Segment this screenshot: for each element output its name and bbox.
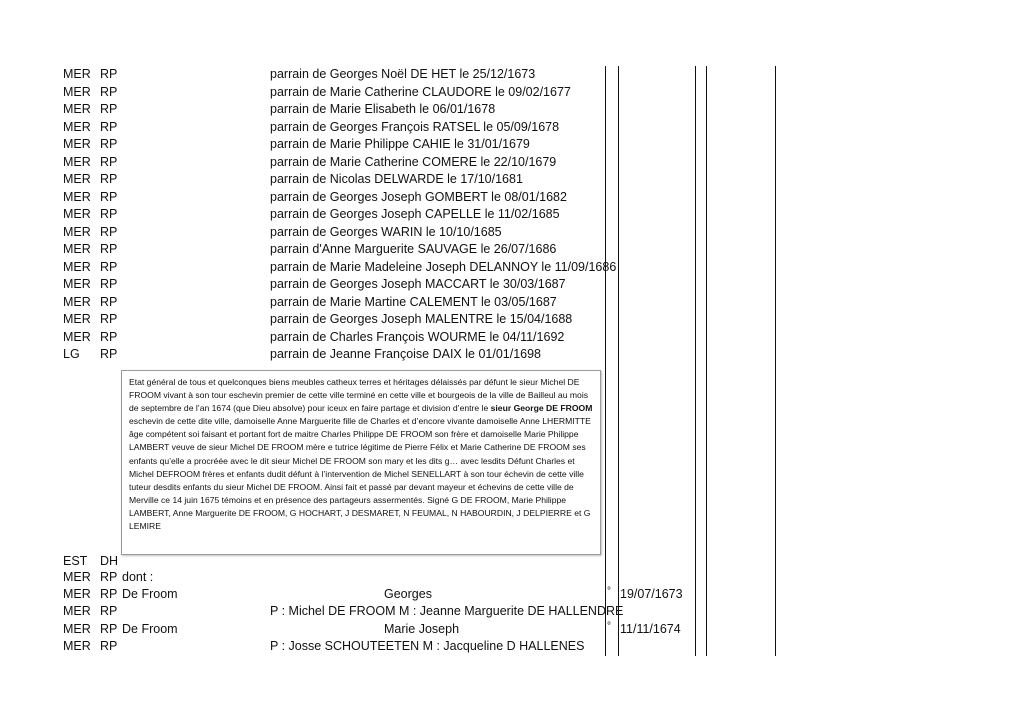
- entry-row: [0, 294, 1024, 311]
- entry-row: [0, 119, 1024, 136]
- entry-row: [0, 241, 1024, 258]
- entry-row: [0, 621, 1024, 638]
- family-name: De Froom: [122, 622, 178, 636]
- entry-text: parrain de Marie Catherine COMERE le 22/10/1679: [270, 155, 557, 169]
- role-code: RP: [100, 207, 118, 221]
- note-text-bold: sieur George DE FROOM: [490, 403, 593, 414]
- entry-row: [0, 553, 1024, 570]
- entry-text: parrain de Georges Noël DE HET le 25/12/1673: [270, 67, 536, 81]
- place-code: MER: [63, 277, 91, 291]
- entry-row: [0, 603, 1024, 620]
- entry-text: parrain de Marie Madeleine Joseph DELANNOY le 11/09/1686: [270, 260, 617, 274]
- entry-text: parrain d'Anne Marguerite SAUVAGE le 26/07/1686: [270, 242, 557, 256]
- place-code: MER: [63, 67, 91, 81]
- place-code: MER: [63, 570, 91, 584]
- entry-row: [0, 586, 1024, 603]
- entry-row: [0, 224, 1024, 241]
- entry-row: [0, 276, 1024, 293]
- place-code: MER: [63, 639, 91, 653]
- role-code: RP: [100, 85, 118, 99]
- entry-text: parrain de Georges Joseph MACCART le 30/03/1687: [270, 277, 566, 291]
- entry-row: [0, 136, 1024, 153]
- entry-text: parrain de Marie Elisabeth le 06/01/1678: [270, 102, 496, 116]
- godparents: P : Josse SCHOUTEETEN M : Jacqueline D HALLENES: [270, 639, 585, 653]
- role-code: RP: [100, 242, 118, 256]
- family-label: dont :: [122, 570, 154, 584]
- entry-row: [0, 206, 1024, 223]
- entry-text: parrain de Charles François WOURME le 04/11/1692: [270, 330, 565, 344]
- entry-text: parrain de Georges Joseph MALENTRE le 15/04/1688: [270, 312, 573, 326]
- role-code: RP: [100, 260, 118, 274]
- place-code: MER: [63, 622, 91, 636]
- role-code: RP: [100, 604, 118, 618]
- entry-text: parrain de Marie Martine CALEMENT le 03/05/1687: [270, 295, 557, 309]
- place-code: MER: [63, 260, 91, 274]
- role-code: RP: [100, 639, 118, 653]
- role-code: RP: [100, 295, 118, 309]
- note-text: [129, 376, 593, 533]
- birth-date: 19/07/1673: [620, 587, 683, 601]
- role-code: RP: [100, 225, 118, 239]
- note-text-start: Etat général de tous et quelconques biens meubles catheux terres et héritages délaissés par défunt le sieur Michel DE FROOM vivant à son tour eschevin premier de cette ville terminé en cette ville et bourgeois de la ville de Bailleul au mois de septembre de l’an 1674 (que Dieu absolve) pour iceux en faire partage et division d’entre le: [129, 377, 589, 414]
- place-code: MER: [63, 225, 91, 239]
- entry-text: parrain de Georges WARIN le 10/10/1685: [270, 225, 502, 239]
- entry-row: [0, 66, 1024, 83]
- entry-row: [0, 259, 1024, 276]
- comment-note: [121, 370, 601, 555]
- entry-row: [0, 569, 1024, 586]
- place-code: MER: [63, 85, 91, 99]
- role-code: RP: [100, 587, 118, 601]
- role-code: RP: [100, 67, 118, 81]
- role-code: DH: [100, 554, 119, 568]
- entry-row: [0, 346, 1024, 363]
- place-code: MER: [63, 155, 91, 169]
- place-code: EST: [63, 554, 88, 568]
- note-text-end: eschevin de cette dite ville, damoiselle Anne Marguerite fille de Charles et d’encore vivante damoiselle Anne LHERMITTE âge compétent soi faisant et portant fort de maitre Charles Philippe DE FROOM son frère et damoiselle Marie Philippe LAMBERT veuve de sieur Michel DE FROOM mère e tutrice légitime de Pierre Félix et Marie Catherine DE FROOM ses enfants qu’elle a procréée avec le dit sieur Michel DE FROOM son mary et les dits g… avec lesdits Défunt Charles et Michel DEFROOM frères et enfants dudit défunt à l’intervention de Michel SENELLART à son tour échevin de cette ville tuteur desdits enfants du sieur Michel DE FROOM. Ainsi fait et passé par devant mayeur et échevins de cette ville de Merville ce 14 juin 1675 témoins et en présence des partageurs assermentés. Signé G DE FROOM, Marie Philippe LAMBERT, Anne Marguerite DE FROOM, G HOCHART, J DESMARET, N FEUMAL, N HABOURDIN, J DELPIERRE et G LEMIRE: [129, 416, 591, 532]
- birth-date: 11/11/1674: [620, 622, 681, 636]
- entry-text: parrain de Marie Catherine CLAUDORE le 09/02/1677: [270, 85, 571, 99]
- place-code: MER: [63, 137, 91, 151]
- entry-row: [0, 84, 1024, 101]
- entry-row: [0, 171, 1024, 188]
- family-name: De Froom: [122, 587, 178, 601]
- role-code: RP: [100, 120, 118, 134]
- place-code: MER: [63, 242, 91, 256]
- birth-symbol: °: [607, 621, 611, 632]
- role-code: RP: [100, 102, 118, 116]
- entry-row: [0, 189, 1024, 206]
- place-code: MER: [63, 295, 91, 309]
- role-code: RP: [100, 570, 118, 584]
- role-code: RP: [100, 155, 118, 169]
- entry-text: parrain de Georges François RATSEL le 05/09/1678: [270, 120, 560, 134]
- entry-row: [0, 154, 1024, 171]
- place-code: MER: [63, 102, 91, 116]
- birth-symbol: °: [607, 586, 611, 597]
- place-code: MER: [63, 312, 91, 326]
- entry-text: parrain de Marie Philippe CAHIE le 31/01/1679: [270, 137, 530, 151]
- role-code: RP: [100, 137, 118, 151]
- role-code: RP: [100, 347, 118, 361]
- place-code: MER: [63, 190, 91, 204]
- place-code: MER: [63, 604, 91, 618]
- entry-text: parrain de Georges Joseph GOMBERT le 08/01/1682: [270, 190, 567, 204]
- entry-text: parrain de Nicolas DELWARDE le 17/10/1681: [270, 172, 523, 186]
- place-code: MER: [63, 330, 91, 344]
- entry-row: [0, 638, 1024, 655]
- place-code: LG: [63, 347, 80, 361]
- entry-row: [0, 101, 1024, 118]
- place-code: MER: [63, 587, 91, 601]
- role-code: RP: [100, 330, 118, 344]
- place-code: MER: [63, 120, 91, 134]
- entry-row: [0, 311, 1024, 328]
- place-code: MER: [63, 207, 91, 221]
- godparents: P : Michel DE FROOM M : Jeanne Marguerite DE HALLENDRE: [270, 604, 624, 618]
- role-code: RP: [100, 190, 118, 204]
- role-code: RP: [100, 312, 118, 326]
- role-code: RP: [100, 622, 118, 636]
- given-name: Georges: [384, 587, 432, 601]
- place-code: MER: [63, 172, 91, 186]
- role-code: RP: [100, 172, 118, 186]
- given-name: Marie Joseph: [384, 622, 460, 636]
- entry-row: [0, 329, 1024, 346]
- role-code: RP: [100, 277, 118, 291]
- entry-text: parrain de Jeanne Françoise DAIX le 01/01/1698: [270, 347, 542, 361]
- entry-text: parrain de Georges Joseph CAPELLE le 11/02/1685: [270, 207, 560, 221]
